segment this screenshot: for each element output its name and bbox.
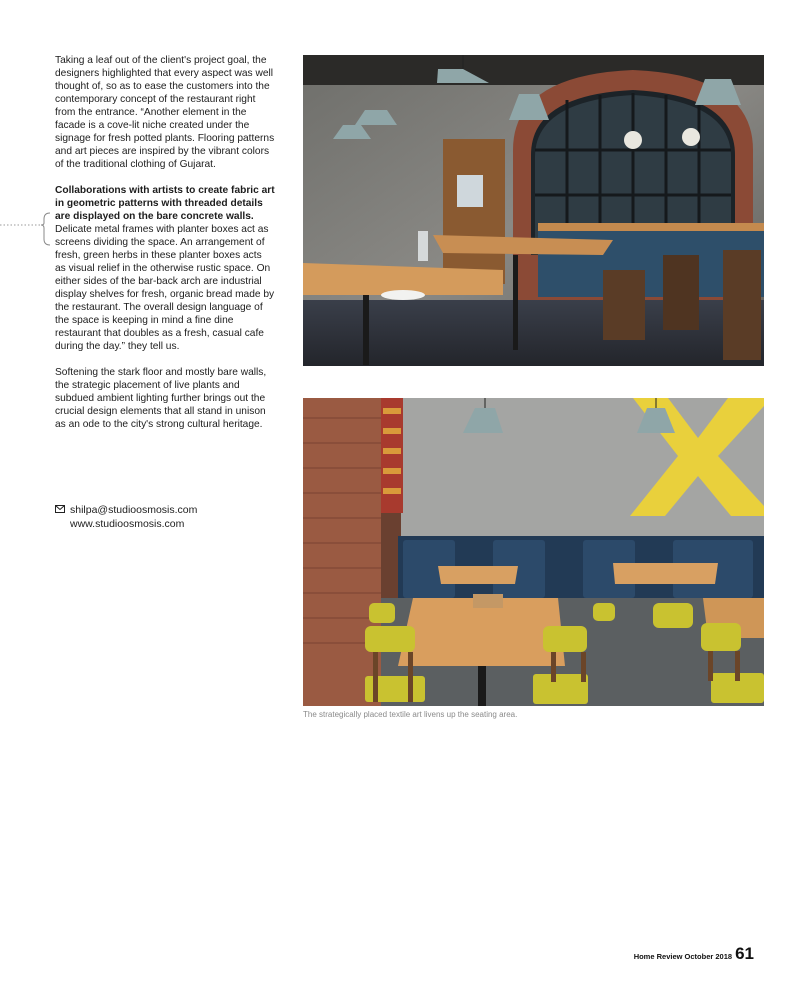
- paragraph-3: Softening the stark floor and mostly bare walls, the strategic placement of live plants and subdued ambient lighting further brings out the crucial design elements that all stand in unison as an ode to the city's strong cultural heritage.: [55, 367, 267, 430]
- mail-icon: [55, 503, 65, 517]
- restaurant-interior-photo: [303, 55, 764, 366]
- photo-caption: The strategically placed textile art livens up the seating area.: [303, 710, 518, 719]
- paragraph-2: [55, 184, 275, 353]
- magazine-issue: Home Review October 2018: [633, 952, 733, 961]
- page-number: 61: [735, 944, 754, 963]
- article-body: [55, 54, 275, 444]
- paragraph-1: Taking a leaf out of the client's project goal, the designers highlighted that every aspect was well thought of, so as to ease the customers into the contemporary concept of the restaurant right from the entrance. “Another element in the facade is a cove-lit niche created under the signage for fresh potted plants. Flooring patterns and art pieces are inspired by the vibrant colors of the traditional clothing of Gujarat.: [55, 55, 275, 170]
- seating-area-photo: [303, 398, 764, 706]
- pull-quote-marker: [0, 211, 52, 251]
- contact-email[interactable]: shilpa@studioosmosis.com: [70, 504, 198, 516]
- contact-website[interactable]: www.studioosmosis.com: [70, 518, 185, 530]
- page-footer: [634, 944, 754, 964]
- pull-quote-text: Collaborations with artists to create fabric art in geometric patterns with threaded details are displayed on the bare concrete walls.: [55, 185, 275, 222]
- contact-block: [55, 503, 197, 531]
- paragraph-2-text: Delicate metal frames with planter boxes act as screens dividing the space. An arrangement of fresh, green herbs in these planter boxes acts as visual relief in the otherwise rustic space. On either sides of the bar-back arch are industrial display shelves for fresh, organic bread made by the restaurant. The overall design language of the space is keeping in mind a fine dine restaurant that doubles as a fresh, casual cafe during the day.” they tell us.: [55, 224, 275, 352]
